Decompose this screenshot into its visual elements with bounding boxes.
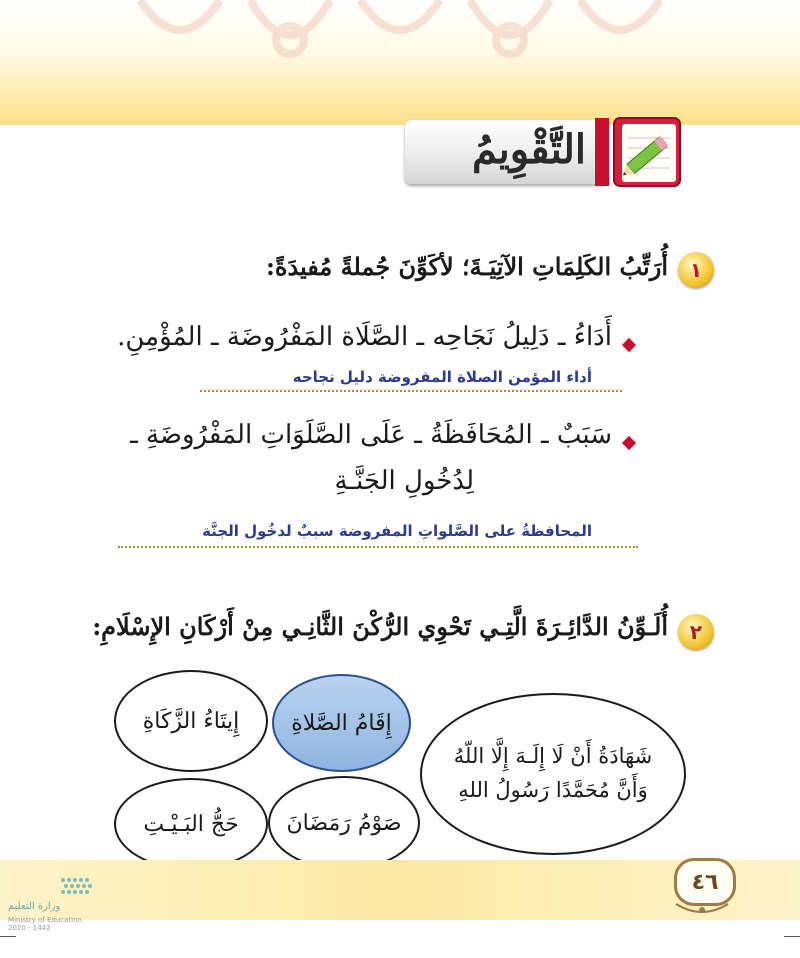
answer-line: [200, 390, 622, 392]
pillar-option-shahada[interactable]: [420, 693, 686, 855]
pencil-notebook-icon: [606, 112, 688, 192]
option-text-line: شَهَادَةُ أَنْ لَا إِلَـهَ إِلَّا اللّهُ: [453, 744, 653, 769]
ministry-english-name: Ministry of Education: [8, 916, 82, 924]
page-number: ٤٦: [674, 858, 736, 906]
word-list: سَبَبٌ ـ المُحَافَظَةُ ـ عَلَى الصَّلَوَاتِ المَفْرُوضَةِ ـ: [130, 420, 612, 450]
question-prompt: أُلَـوِّنُ الدَّائِـرَةَ الَّتِـي تَحْوِي الرُّكْنَ الثَّانِـي مِنْ أَرْكَانِ الإِسْلَامِ:: [92, 612, 668, 641]
option-label: إِيتَاءُ الزَّكَاةِ: [142, 708, 240, 734]
question-number-badge: ٢: [678, 614, 714, 650]
ornament-pattern: [120, 0, 680, 70]
pillar-option-prayer[interactable]: [272, 674, 411, 772]
answer-text: المحافظةُ على الصَّلواتِ المفروضة سببٌ لدخُول الجنَّة: [202, 522, 592, 540]
crop-mark: [0, 936, 16, 937]
option-label: إِقَامُ الصَّلاةِ: [291, 710, 392, 736]
pillar-option-hajj[interactable]: [114, 778, 268, 870]
answer-text: أداء المؤمن الصلاة المفروضة دليل نجاحه: [292, 368, 592, 386]
year-label: 2020 - 1442: [8, 924, 51, 932]
bullet-diamond: [622, 338, 636, 352]
question-prompt: أُرَتِّبُ الكَلِمَاتِ الآتِيَـةَ؛ لأكَوِّنَ جُملةً مُفيدَةً:: [266, 252, 668, 281]
option-label: صَوْمُ رَمَضَانَ: [286, 810, 402, 836]
option-text-line: وَأَنَّ مُحَمَّدًا رَسُولُ اللهِ: [458, 778, 648, 802]
page-title: التَّقْوِيمُ: [471, 126, 586, 173]
option-label: حَجُّ البَـيْـتِ: [143, 811, 239, 837]
ministry-name: وزارة التعليم: [8, 901, 61, 912]
pillar-option-zakat[interactable]: [114, 670, 268, 772]
word-list: أَدَاءُ ـ دَلِيلُ نَجَاحِه ـ الصَّلَاة المَفْرُوضَة ـ المُؤْمِنِ.: [117, 322, 612, 352]
ministry-year: [8, 916, 82, 932]
bullet-diamond: [622, 436, 636, 450]
page-number-ornament-icon: [672, 898, 732, 918]
answer-line: [118, 546, 638, 548]
crop-mark: [784, 936, 800, 937]
pillar-option-fasting[interactable]: [268, 776, 420, 870]
question-number-badge: ١: [678, 252, 714, 288]
word-list-continuation: لِدُخُولِ الجَنَّـةِ: [334, 466, 474, 496]
